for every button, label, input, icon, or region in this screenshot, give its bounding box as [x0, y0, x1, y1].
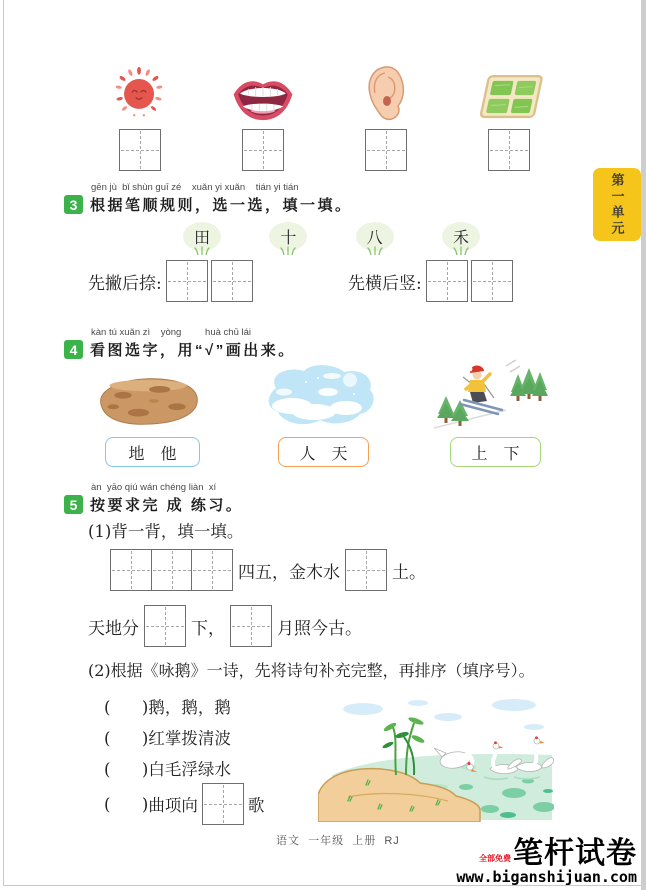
rule-pie-na [88, 259, 253, 303]
choice-tian-field[interactable]: 田 [183, 222, 221, 251]
answer-grid[interactable] [211, 260, 253, 302]
question-3-choices [183, 222, 480, 251]
ear-image [363, 60, 409, 122]
poem4-after: 歌 [247, 796, 265, 815]
question-3-header [64, 182, 353, 215]
picture-column-mouth [208, 60, 318, 171]
skier-image [432, 358, 548, 437]
grass-icon [194, 246, 210, 255]
part2-label: (2)根据《咏鹅》一诗，先将诗句补充完整，再排序（填序号）。 [88, 661, 535, 680]
poem-line-4 [104, 783, 264, 825]
answer-grid[interactable] [144, 605, 186, 647]
picture-column-ear [331, 60, 441, 171]
sky-clouds-image [262, 362, 378, 435]
picture-writing-row [85, 60, 564, 171]
skier-figure [460, 365, 502, 414]
question-4-title: 看图选字，用“√”画出来。 [90, 342, 296, 359]
option-box-sky[interactable] [278, 437, 369, 467]
poem4-before: 曲项向 [148, 796, 198, 815]
writing-grid[interactable] [365, 129, 407, 171]
option-box-skier[interactable] [450, 437, 541, 467]
goose-pond-image [318, 697, 554, 827]
order-bracket[interactable]: ( ) [104, 729, 149, 748]
poem-line-1: ( )鹅，鹅，鹅 [104, 698, 231, 717]
answer-grid-strip[interactable] [110, 549, 233, 591]
writing-grid[interactable] [488, 129, 530, 171]
answer-grid[interactable] [202, 783, 244, 825]
option-text: 上 下 [471, 443, 520, 463]
question-4-number: 4 [64, 340, 83, 359]
answer-grid[interactable] [230, 605, 272, 647]
writing-grid[interactable] [242, 129, 284, 171]
order-bracket[interactable]: ( ) [104, 698, 149, 717]
answer-grid[interactable] [426, 260, 468, 302]
unit-tab: 第一单元 [593, 168, 641, 241]
answer-grid[interactable] [471, 260, 513, 302]
grass-icon [453, 246, 469, 255]
picture-column-sun [85, 60, 195, 171]
mouth-image [230, 60, 296, 122]
question-3-number: 3 [64, 195, 83, 214]
question-4-pinyin: kàn tú xuǎn zì yòng huà chū lái [91, 327, 252, 338]
brand-website: www.biganshijuan.com [456, 868, 637, 886]
question-5-number: 5 [64, 495, 83, 514]
option-text: 人 天 [299, 443, 348, 463]
earth-mound-image [94, 370, 206, 437]
goose-swimming-2 [516, 736, 553, 771]
rule-left-label: 先撇后捺: [88, 273, 162, 294]
option-text: 地 他 [128, 443, 177, 463]
grass-icon [280, 246, 296, 255]
fill2-start-text: 天地分 [88, 618, 139, 639]
order-bracket[interactable]: ( ) [104, 760, 149, 779]
field-image [473, 60, 545, 122]
poem-line-3: ( )白毛浮绿水 [104, 760, 231, 779]
answer-grid[interactable] [166, 260, 208, 302]
rule-heng-shu [348, 259, 513, 303]
footer-book-info: 语文 一年级 上册 RJ [276, 835, 400, 847]
choice-shi-ten[interactable]: 十 [269, 222, 307, 251]
sun-image [111, 60, 169, 122]
order-bracket[interactable]: ( ) [104, 794, 149, 814]
fill1-end-text: 土。 [392, 562, 426, 583]
rule-right-label: 先横后竖: [348, 273, 422, 294]
brand-logo [456, 839, 637, 886]
option-box-earth[interactable] [105, 437, 200, 467]
brand-name: 笔杆试卷 [513, 837, 637, 870]
question-5-title: 按要求完 成 练习。 [90, 497, 244, 514]
fill2-end-text: 月照今古。 [277, 618, 362, 639]
question-4-header [64, 327, 296, 360]
fill2-mid-text: 下， [191, 618, 225, 639]
writing-grid[interactable] [119, 129, 161, 171]
picture-column-field [454, 60, 564, 171]
question-3-pinyin: gēn jù bǐ shùn guī zé xuǎn yi xuǎn tián yi tián [91, 182, 299, 193]
page-edge-shadow [641, 0, 646, 890]
fill-line-2 [88, 605, 367, 647]
choice-he-grain[interactable]: 禾 [442, 222, 480, 251]
fill1-mid-text: 四五，金木水 [238, 562, 340, 583]
answer-grid[interactable] [345, 549, 387, 591]
choice-ba-eight[interactable]: 八 [356, 222, 394, 251]
question-5-header [64, 482, 243, 515]
grass-icon [367, 246, 383, 255]
free-badge: 全部免费 [479, 854, 511, 863]
fill-line-1 [110, 549, 431, 591]
part1-label: (1)背一背，填一填。 [88, 522, 244, 541]
question-5-pinyin: àn yāo qiú wán chéng liàn xí [91, 482, 217, 493]
poem-line-2: ( )红掌拨清波 [104, 729, 231, 748]
question-3-title: 根据笔顺规则，选一选，填一填。 [90, 197, 353, 214]
